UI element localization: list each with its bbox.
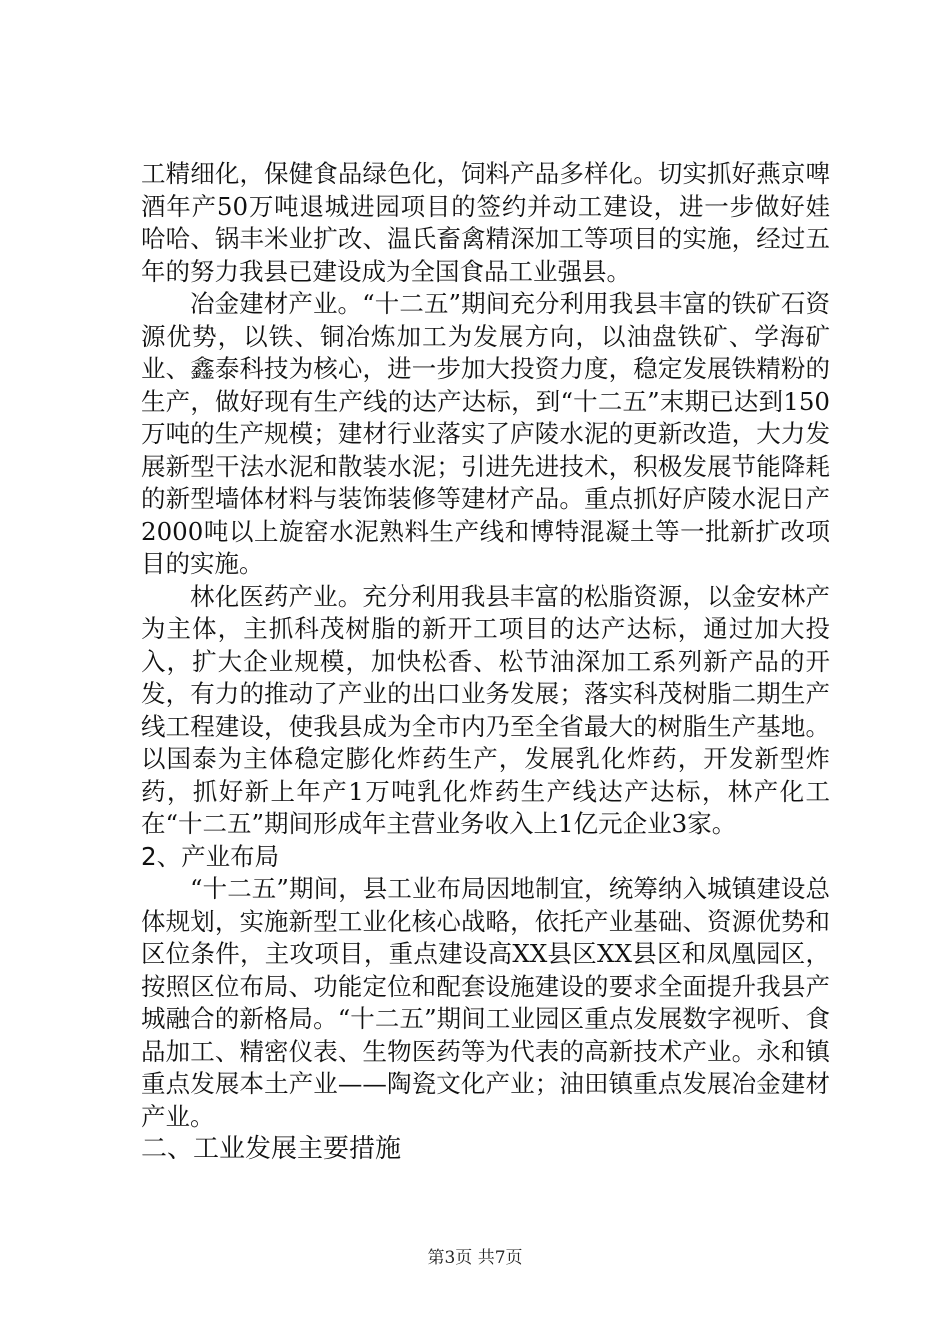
document-body	[141, 158, 830, 1166]
paragraph-food-industry: 工精细化，保健食品绿色化，饲料产品多样化。切实抓好燕京啤酒年产50万吨退城进园项目的签约并动工建设，进一步做好娃哈哈、锅丰米业扩改、温氏畜禽精深加工等项目的实施，经过五年的努力我县已建设成为全国食品工业强县。	[141, 159, 830, 286]
paragraph-metallurgy-building-materials: 冶金建材产业。“十二五”期间充分利用我县丰富的铁矿石资源优势，以铁、铜冶炼加工为发展方向，以油盘铁矿、学海矿业、鑫泰科技为核心，进一步加大投资力度，稳定发展铁精粉的生产，做好现有生产线的达产达标，到“十二五”末期已达到150万吨的生产规模；建材行业落实了庐陵水泥的更新改造，大力发展新型干法水泥和散装水泥；引进先进技术，积极发展节能降耗的新型墙体材料与装饰装修等建材产品。重点抓好庐陵水泥日产2000吨以上旋窑水泥熟料生产线和博特混凝土等一批新扩改项目的实施。	[141, 289, 830, 578]
paragraph-industry-layout: “十二五”期间，县工业布局因地制宜，统筹纳入城镇建设总体规划，实施新型工业化核心战略，依托产业基础、资源优势和区位条件，主攻项目，重点建设高XX县区XX县区和凤凰园区，按照区位布局、功能定位和配套设施建设的要求全面提升我县产城融合的新格局。“十二五”期间工业园区重点发展数字视听、食品加工、精密仪表、生物医药等为代表的高新技术产业。永和镇重点发展本土产业——陶瓷文化产业；油田镇重点发展冶金建材产业。	[141, 874, 830, 1131]
paragraph-forestry-chemical-pharma: 林化医药产业。充分利用我县丰富的松脂资源，以金安林产为主体，主抓科茂树脂的新开工项目的达产达标，通过加大投入，扩大企业规模，加快松香、松节油深加工系列新产品的开发，有力的推动了产业的出口业务发展；落实科茂树脂二期生产线工程建设，使我县成为全市内乃至全省最大的树脂生产基地。以国泰为主体稳定膨化炸药生产，发展乳化炸药，开发新型炸药，抓好新上年产1万吨乳化炸药生产线达产达标，林产化工在“十二五”期间形成年主营业务收入上1亿元企业3家。	[141, 581, 830, 838]
section-heading-main-measures: 二、工业发展主要措施	[141, 1134, 402, 1164]
section-heading-industry-layout: 2、产业布局	[141, 841, 280, 871]
page-number-footer: 第3页 共7页	[427, 1248, 523, 1268]
